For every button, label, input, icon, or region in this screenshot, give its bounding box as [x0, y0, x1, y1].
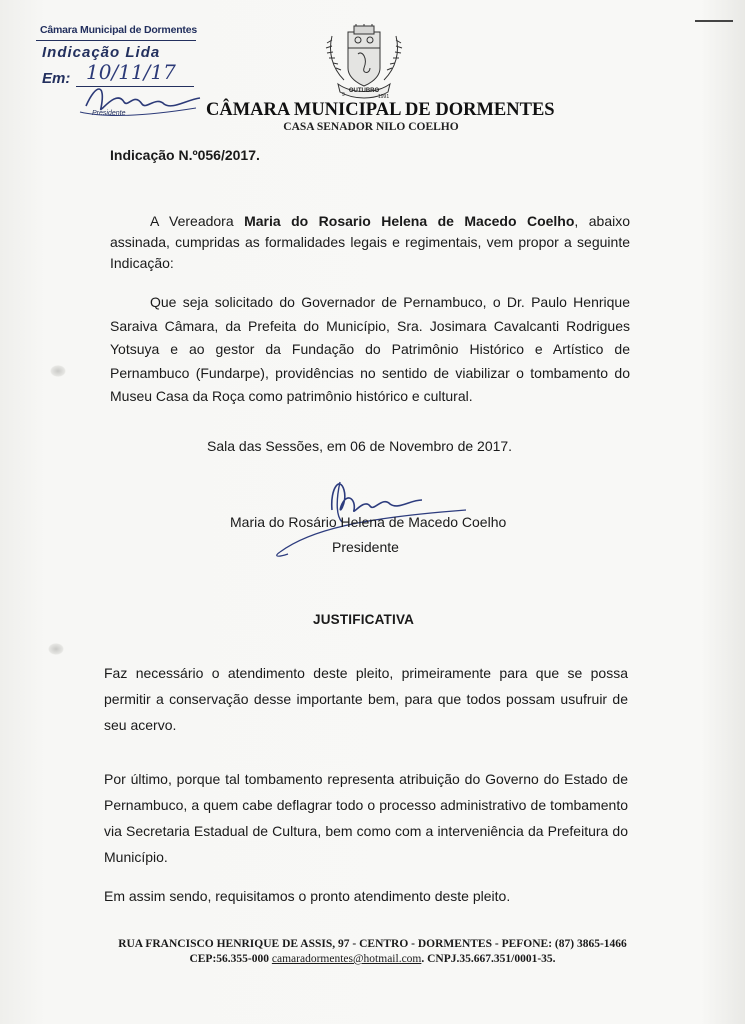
municipal-crest-icon	[318, 24, 410, 102]
crest-ribbon-text: OUTUBRO	[348, 88, 380, 94]
stamp-date-label: Em:	[42, 70, 71, 87]
footer-contacts	[0, 953, 745, 965]
stamp-institution: Câmara Municipal de Dormentes	[40, 24, 197, 36]
intro-text-before: A Vereadora	[150, 213, 245, 229]
justification-paragraph-3: Em assim sendo, requisitamos o pronto atendimento deste pleito.	[104, 888, 511, 904]
justification-heading: JUSTIFICATIVA	[313, 612, 415, 627]
crest-year: 1991	[378, 94, 390, 100]
justification-paragraph-1: Faz necessário o atendimento deste pleito, primeiramente para que se possa permitir a conservação desse importante bem, para que todos possam usufruir de seu acervo.	[104, 665, 628, 733]
stamp-date: 10/11/17	[86, 60, 176, 84]
request-paragraph	[110, 291, 630, 409]
signer-role: Presidente	[332, 539, 399, 555]
document-number: Indicação N.º056/2017.	[110, 147, 260, 163]
footer-address: RUA FRANCISCO HENRIQUE DE ASSIS, 97 - CENTRO - DORMENTES - PEFONE: (87) 3865-1466	[118, 938, 627, 950]
stamp-rule	[36, 40, 196, 41]
justification-paragraph-2: Por último, porque tal tombamento representa atribuição do Governo do Estado de Pernambuco, a quem cabe deflagrar todo o processo administrativo de tombamento via Secretaria Estadual de Cultura, bem como com a interveniência da Prefeitura do Município.	[104, 771, 628, 865]
stamp-role: Presidente	[92, 110, 126, 117]
request-text: Que seja solicitado do Governador de Pernambuco, o Dr. Paulo Henrique Saraiva Câmara, da Prefeita do Município, Sra. Josimara Cavalcanti Rodrigues Yotsuya e ao gestor da Fundação do Patrimônio Histórico e Artístico de Pernambuco (Fundarpe), providências no sentido de viabilizar o tombamento do Museu Casa da Roça como patrimônio histórico e cultural.	[110, 294, 630, 404]
place-date: Sala das Sessões, em 06 de Novembro de 2017.	[207, 438, 513, 454]
crest-day: 9	[342, 92, 345, 98]
footer-email: camaradormentes@hotmail.com	[271, 953, 422, 965]
punch-hole-top	[50, 365, 66, 377]
councilor-name: Maria do Rosario Helena de Macedo Coelho	[244, 213, 575, 229]
receipt-stamp	[36, 20, 206, 130]
intro-text-after: , abaixo assinada, cumpridas as formalidades legais e regimentais, vem propor a seguinte Indicação:	[110, 213, 631, 271]
signer-name: Maria do Rosário Helena de Macedo Coelho	[230, 514, 507, 530]
institution-title: CÂMARA MUNICIPAL DE DORMENTES	[206, 100, 555, 120]
stamp-status: Indicação Lida	[42, 44, 161, 61]
intro-paragraph	[110, 211, 630, 274]
footer-cep: CEP:56.355-000	[189, 953, 272, 965]
institution-subtitle: CASA SENADOR NILO COELHO	[283, 121, 459, 133]
footer-cnpj: . CNPJ.35.667.351/0001-35.	[421, 953, 556, 965]
edge-mark	[695, 20, 733, 22]
punch-hole-bottom	[48, 643, 64, 655]
